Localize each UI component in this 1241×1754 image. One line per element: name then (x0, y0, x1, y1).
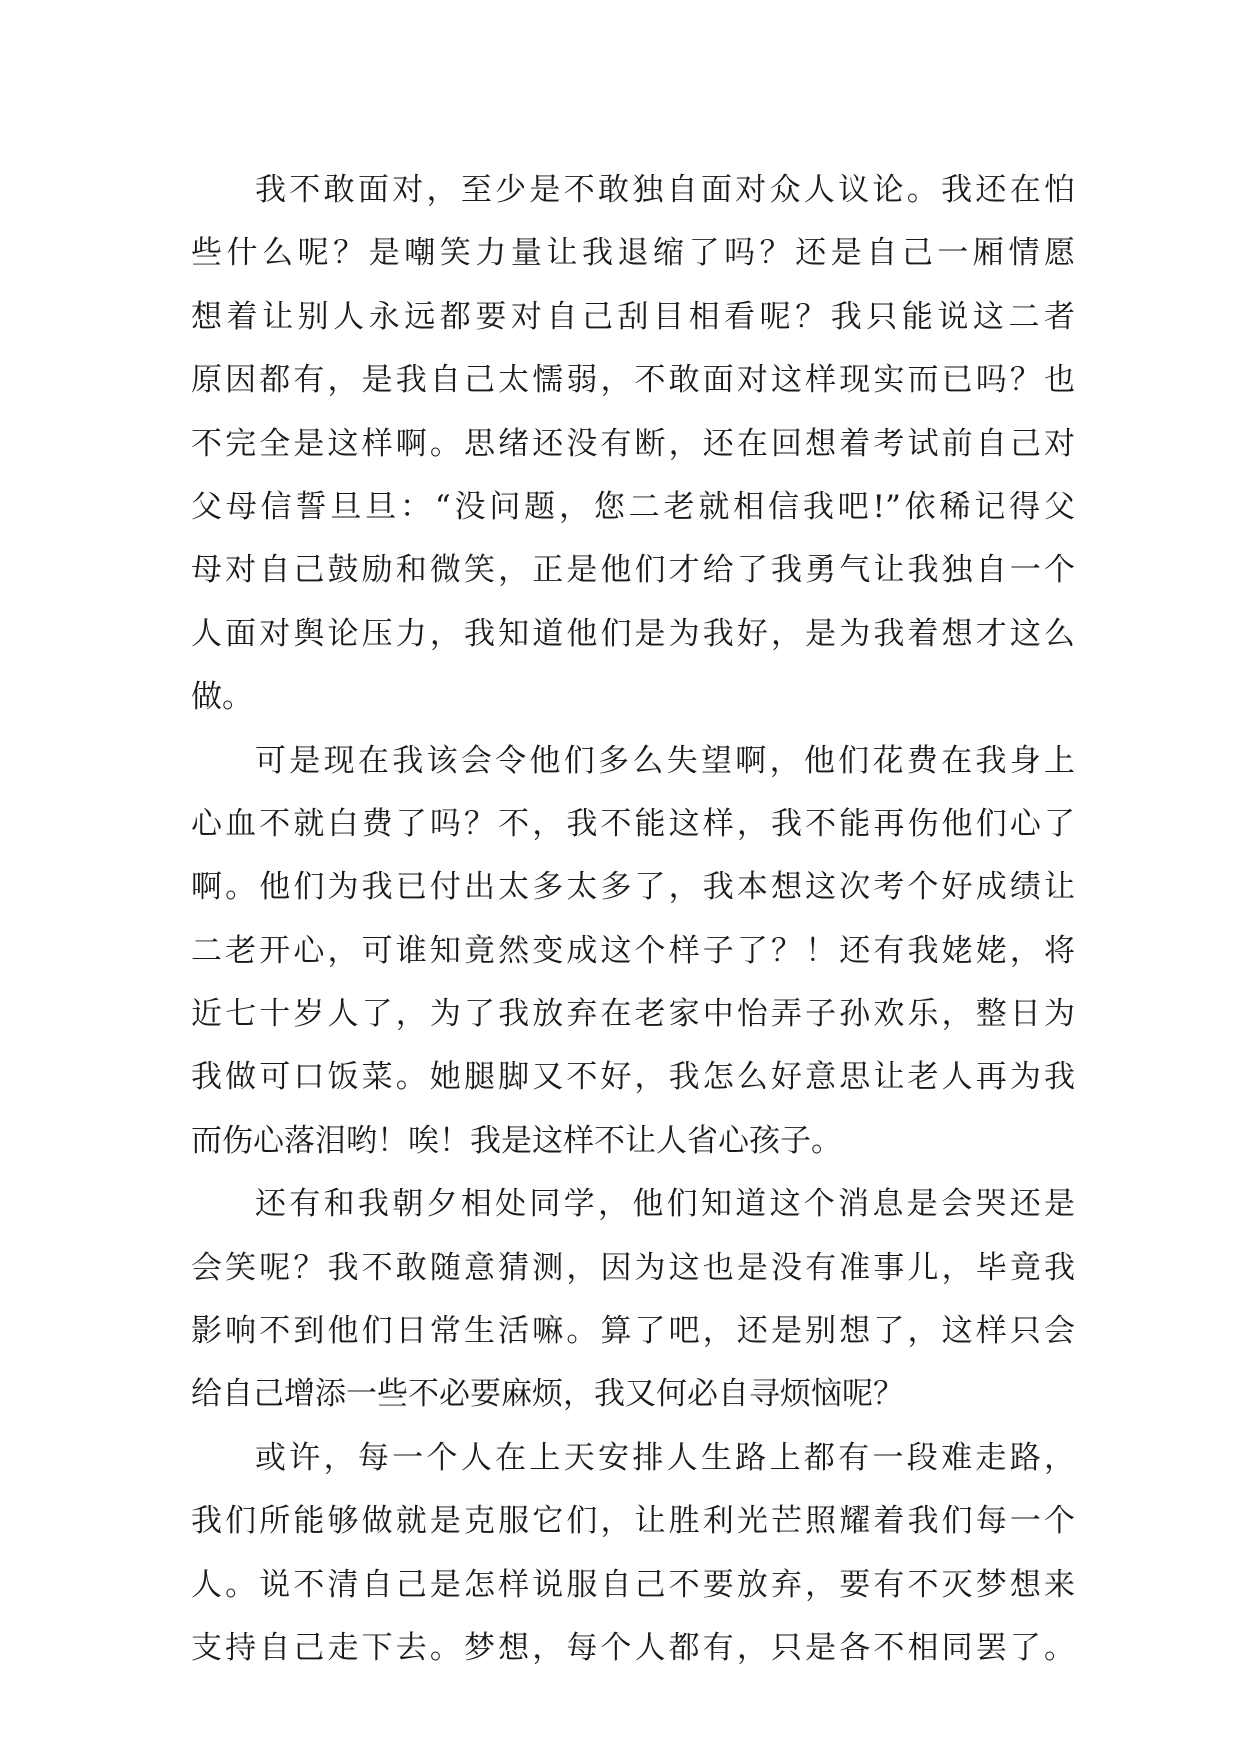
text-line: 原因都有，是我自己太懦弱，不敢面对这样现实而已吗？也 (191, 362, 1075, 399)
text-line: 我做可口饭菜。她腿脚又不好，我怎么好意思让老人再为我 (191, 1059, 1075, 1096)
text-line: 做。 (191, 679, 253, 716)
text-line: 可是现在我该会令他们多么失望啊，他们花费在我身上 (255, 742, 1075, 779)
text-line: 或许，每一个人在上天安排人生路上都有一段难走路， (255, 1439, 1075, 1476)
text-line: 啊。他们为我已付出太多太多了，我本想这次考个好成绩让 (191, 869, 1075, 906)
text-line: 人面对舆论压力，我知道他们是为我好，是为我着想才这么 (191, 615, 1075, 652)
paragraph-2 (191, 730, 1075, 1174)
paragraph-1 (191, 159, 1075, 730)
text-line: 母对自己鼓励和微笑，正是他们才给了我勇气让我独自一个 (191, 552, 1075, 589)
text-line: 父母信誓旦旦：“没问题，您二老就相信我吧!”依稀记得父 (191, 488, 1075, 525)
text-line: 些什么呢？是嘲笑力量让我退缩了吗？还是自己一厢情愿 (191, 235, 1075, 272)
text-line: 支持自己走下去。梦想，每个人都有，只是各不相同罢了。 (191, 1629, 1075, 1666)
paragraph-4 (191, 1427, 1075, 1681)
text-line: 不完全是这样啊。思绪还没有断，还在回想着考试前自己对 (191, 425, 1075, 462)
text-line: 想着让别人永远都要对自己刮目相看呢？我只能说这二者 (191, 298, 1075, 335)
text-line: 心血不就白费了吗？不，我不能这样，我不能再伤他们心了 (191, 805, 1075, 842)
text-line: 人。说不清自己是怎样说服自己不要放弃，要有不灭梦想来 (191, 1566, 1075, 1603)
document-body (191, 159, 1075, 1680)
text-line: 会笑呢？我不敢随意猜测，因为这也是没有准事儿，毕竟我 (191, 1249, 1075, 1286)
text-line: 我不敢面对，至少是不敢独自面对众人议论。我还在怕 (255, 172, 1075, 208)
text-line: 给自己增添一些不必要麻烦，我又何必自寻烦恼呢？ (191, 1376, 904, 1413)
text-line: 影响不到他们日常生活嘛。算了吧，还是别想了，这样只会 (191, 1313, 1075, 1350)
text-line: 近七十岁人了，为了我放弃在老家中怡弄子孙欢乐，整日为 (191, 996, 1075, 1033)
paragraph-3 (191, 1173, 1075, 1427)
text-line: 而伤心落泪哟！唉！我是这样不让人省心孩子。 (191, 1122, 842, 1159)
text-line: 我们所能够做就是克服它们，让胜利光芒照耀着我们每一个 (191, 1503, 1075, 1540)
text-line: 二老开心，可谁知竟然变成这个样子了？！还有我姥姥，将 (191, 932, 1075, 969)
text-line: 还有和我朝夕相处同学，他们知道这个消息是会哭还是 (255, 1186, 1075, 1223)
